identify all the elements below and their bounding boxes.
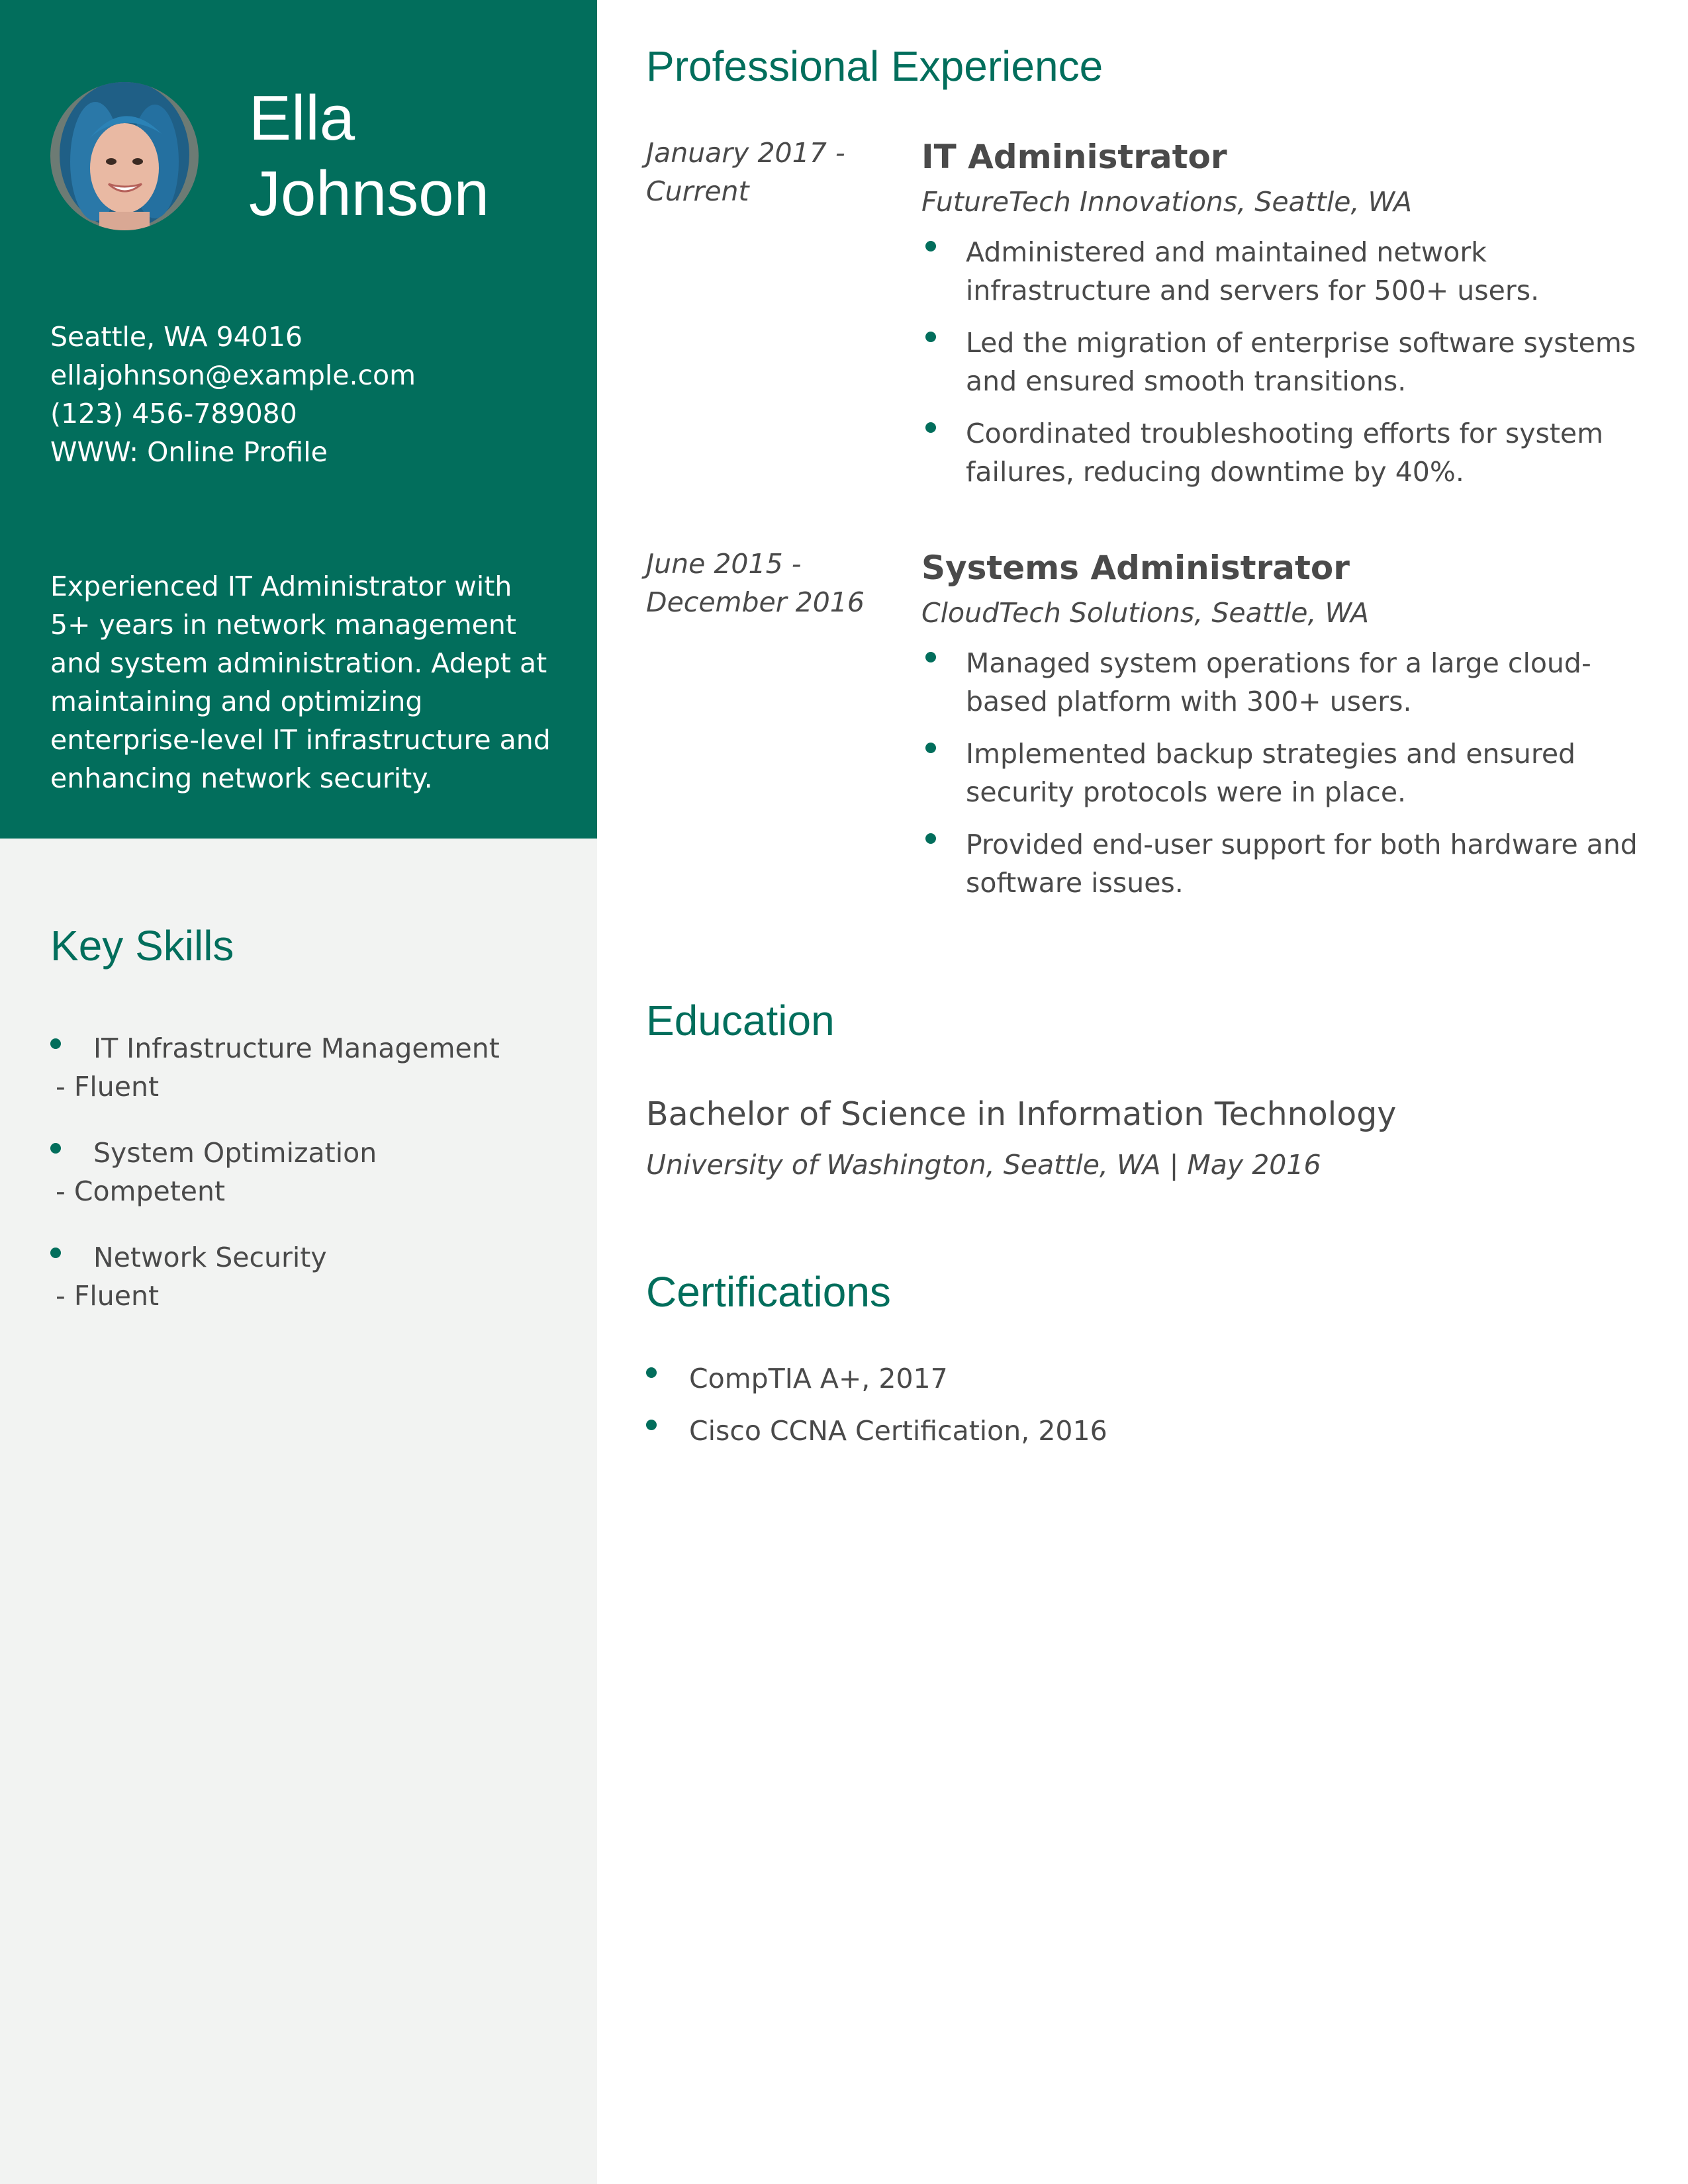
bullet-icon [925,743,936,753]
bullet-icon [925,652,936,662]
job-bullet [921,324,1643,400]
job-bullet [921,414,1643,491]
job-bullet [921,825,1643,902]
job-bullet-text: Coordinated troubleshooting efforts for system failures, reducing downtime by 40%. [966,418,1604,488]
bullet-icon [646,1367,657,1378]
skill-level: - Competent [56,1175,226,1207]
contact-location: Seattle, WA 94016 [50,321,303,353]
job-date: January 2017 - Current [646,137,845,207]
skill-item [50,1238,567,1315]
job-bullet [921,233,1643,310]
profile-photo [50,82,199,230]
skill-level: - Fluent [56,1280,160,1312]
skill-name: Network Security [93,1242,327,1273]
skill-name: IT Infrastructure Management [93,1032,500,1064]
job-bullet-text: Administered and maintained network infrastructure and servers for 500+ users. [966,236,1540,306]
bullet-icon [50,1248,61,1258]
profile-summary: Experienced IT Administrator with 5+ years in network management and system administration. Adept at maintaining and optimizing enterprise-level IT infrastructure and enhancing network security. [50,570,551,794]
job-title: IT Administrator [921,138,1227,176]
skill-name: System Optimization [93,1137,377,1169]
certifications-list [646,1359,1639,1464]
bullet-icon [50,1038,61,1049]
contact-email[interactable]: ellajohnson@example.com [50,359,416,391]
contact-info [50,318,567,471]
first-name: Ella [249,83,355,154]
bullet-icon [925,241,936,251]
certifications-heading: Certifications [646,1268,891,1316]
job-bullet [921,735,1643,811]
skills-heading: Key Skills [50,922,234,970]
job-date: June 2015 - December 2016 [646,548,865,618]
candidate-name [249,81,580,232]
job-company: CloudTech Solutions, Seattle, WA [921,597,1370,629]
job-bullets [921,233,1643,491]
contact-website[interactable]: WWW: Online Profile [50,436,328,468]
education-details: University of Washington, Seattle, WA | May 2016 [646,1149,1321,1181]
certification-item [646,1359,1639,1398]
certification-item [646,1412,1639,1450]
job-bullet-text: Led the migration of enterprise software systems and ensured smooth transitions. [966,327,1636,397]
job-bullet-text: Provided end-user support for both hardware and software issues. [966,829,1638,899]
job-company: FutureTech Innovations, Seattle, WA [921,186,1413,218]
education-degree: Bachelor of Science in Information Technology [646,1095,1397,1133]
job-bullet-text: Implemented backup strategies and ensured security protocols were in place. [966,738,1576,808]
job-bullet [921,644,1643,721]
skill-level: - Fluent [56,1071,160,1103]
experience-heading: Professional Experience [646,42,1103,90]
bullet-icon [50,1143,61,1154]
bullet-icon [925,422,936,433]
skill-item [50,1134,567,1210]
contact-phone: (123) 456-789080 [50,398,297,430]
certification-text: Cisco CCNA Certification, 2016 [689,1415,1107,1447]
bullet-icon [646,1420,657,1430]
certification-text: CompTIA A+, 2017 [689,1363,948,1394]
last-name: Johnson [249,158,489,229]
job-bullet-text: Managed system operations for a large cloud-based platform with 300+ users. [966,647,1591,717]
bullet-icon [925,332,936,342]
job-title: Systems Administrator [921,549,1350,587]
skills-list [50,1029,567,1343]
job-bullets [921,644,1643,902]
bullet-icon [925,833,936,844]
skill-item [50,1029,567,1106]
education-heading: Education [646,997,835,1044]
